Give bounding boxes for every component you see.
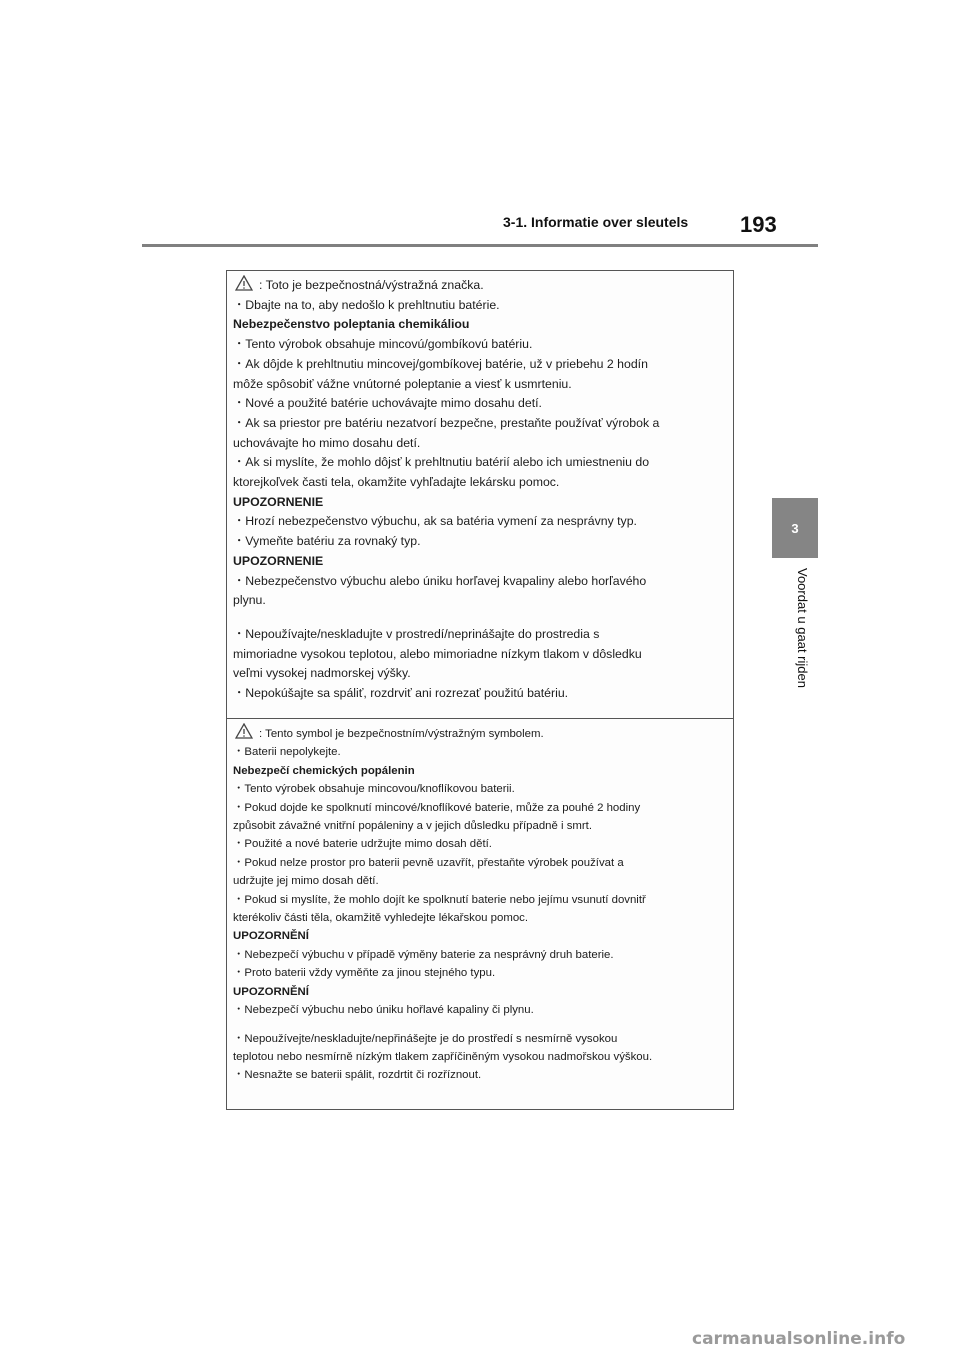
list-item: ・Pokud dojde ke spolknutí mincové/knoflíkové baterie, může za pouhé 2 hodiny xyxy=(233,801,641,814)
page-number: 193 xyxy=(740,212,777,237)
list-item: ・Proto baterii vždy vyměňte za jinou stejného typu. xyxy=(233,967,496,980)
spacer xyxy=(233,1020,727,1030)
list-item: mimoriadne vysokou teplotou, alebo mimoriadne nízkym tlakom v dôsledku xyxy=(233,646,642,661)
list-item: ・Nepoužívajte/neskladujte v prostredí/neprinášajte do prostredia s xyxy=(233,626,600,641)
caution-heading: UPOZORNENIE xyxy=(233,494,324,509)
list-item: ・Nebezpečí výbuchu v případě výměny baterie za nesprávný druh baterie. xyxy=(233,948,614,961)
list-item: ・Nepokúšajte sa spáliť, rozdrviť ani rozrezať použitú batériu. xyxy=(233,686,569,701)
list-item: ・Vymeňte batériu za rovnaký typ. xyxy=(233,534,421,549)
list-item: ・Nebezpečí výbuchu nebo úniku hořlavé kapaliny či plynu. xyxy=(233,1004,534,1017)
header-rule xyxy=(142,244,818,247)
site-watermark: carmanualsonline.info xyxy=(692,1329,906,1349)
caution-heading: UPOZORNĚNÍ xyxy=(233,930,309,943)
list-item: ・Použité a nové baterie udržujte mimo dosah dětí. xyxy=(233,838,492,851)
list-item: ktorejkoľvek časti tela, okamžite vyhľadajte lekársku pomoc. xyxy=(233,475,560,490)
chapter-tab[interactable] xyxy=(772,498,818,558)
symbol-text: : Tento symbol je bezpečnostním/výstražným symbolem. xyxy=(259,728,544,740)
list-item: ・Nesnažte se baterii spálit, rozdrtit či rozříznout. xyxy=(233,1069,482,1082)
warning-box-slovak xyxy=(226,270,734,720)
caution-heading: UPOZORNENIE xyxy=(233,553,324,568)
list-item: ・Tento výrobok obsahuje mincovú/gombíkovú batériu. xyxy=(233,337,533,352)
list-item: ・Tento výrobek obsahuje mincovou/knoflíkovou baterii. xyxy=(233,783,515,796)
list-item: způsobit závažné vnitřní popáleniny a v jejich důsledku případně i smrt. xyxy=(233,820,593,833)
list-item: môže spôsobiť vážne vnútorné poleptanie a viesť k usmrteniu. xyxy=(233,376,572,391)
warning-triangle-icon xyxy=(235,275,253,291)
list-item: ・Nebezpečenstvo výbuchu alebo úniku horľavej kvapaliny alebo horľavého xyxy=(233,573,647,588)
list-item: ・Nepoužívejte/neskladujte/nepřinášejte je do prostředí s nesmírně vysokou xyxy=(233,1032,618,1045)
list-item: plynu. xyxy=(233,593,266,608)
spacer xyxy=(233,611,727,625)
list-item: ・Ak sa priestor pre batériu nezatvorí bezpečne, prestaňte používať výrobok a xyxy=(233,415,660,430)
list-item: ・Dbajte na to, aby nedošlo k prehltnutiu batérie. xyxy=(233,297,500,312)
chapter-label: Voordat u gaat rijden xyxy=(795,568,810,688)
symbol-line xyxy=(233,275,727,296)
chapter-tab-number: 3 xyxy=(791,520,799,536)
list-item: ・Pokud nelze prostor pro baterii pevně uzavřít, přestaňte výrobek používat a xyxy=(233,856,624,869)
list-item: ・Pokud si myslíte, že mohlo dojít ke spolknutí baterie nebo jejímu vsunutí dovnitř xyxy=(233,893,646,906)
caution-heading: UPOZORNĚNÍ xyxy=(233,985,309,998)
list-item: udržujte jej mimo dosah dětí. xyxy=(233,875,379,888)
warning-triangle-icon xyxy=(235,723,253,739)
list-item: ・Ak dôjde k prehltnutiu mincovej/gombíkovej batérie, už v priebehu 2 hodín xyxy=(233,356,648,371)
list-item: veľmi vysokej nadmorskej výšky. xyxy=(233,666,411,681)
symbol-text: : Toto je bezpečnostná/výstražná značka. xyxy=(259,278,484,292)
list-item: uchovávajte ho mimo dosahu detí. xyxy=(233,435,421,450)
list-item: ・Baterii nepolykejte. xyxy=(233,746,341,759)
hazard-heading: Nebezpečí chemických popálenin xyxy=(233,764,415,777)
list-item: ・Ak si myslíte, že mohlo dôjsť k prehltnutiu batérií alebo ich umiestneniu do xyxy=(233,455,650,470)
hazard-heading: Nebezpečenstvo poleptania chemikáliou xyxy=(233,317,470,332)
list-item: ・Nové a použité batérie uchovávajte mimo dosahu detí. xyxy=(233,396,542,411)
symbol-line xyxy=(233,723,727,743)
list-item: teplotou nebo nesmírně nízkým tlakem zapříčiněným vysokou nadmořskou výškou. xyxy=(233,1050,653,1063)
list-item: ・Hrozí nebezpečenstvo výbuchu, ak sa batéria vymení za nesprávny typ. xyxy=(233,514,637,529)
section-header: 3-1. Informatie over sleutels xyxy=(503,214,689,230)
list-item: kterékoliv části těla, okamžitě vyhledejte lékařskou pomoc. xyxy=(233,912,529,925)
warning-box-czech xyxy=(226,718,734,1110)
